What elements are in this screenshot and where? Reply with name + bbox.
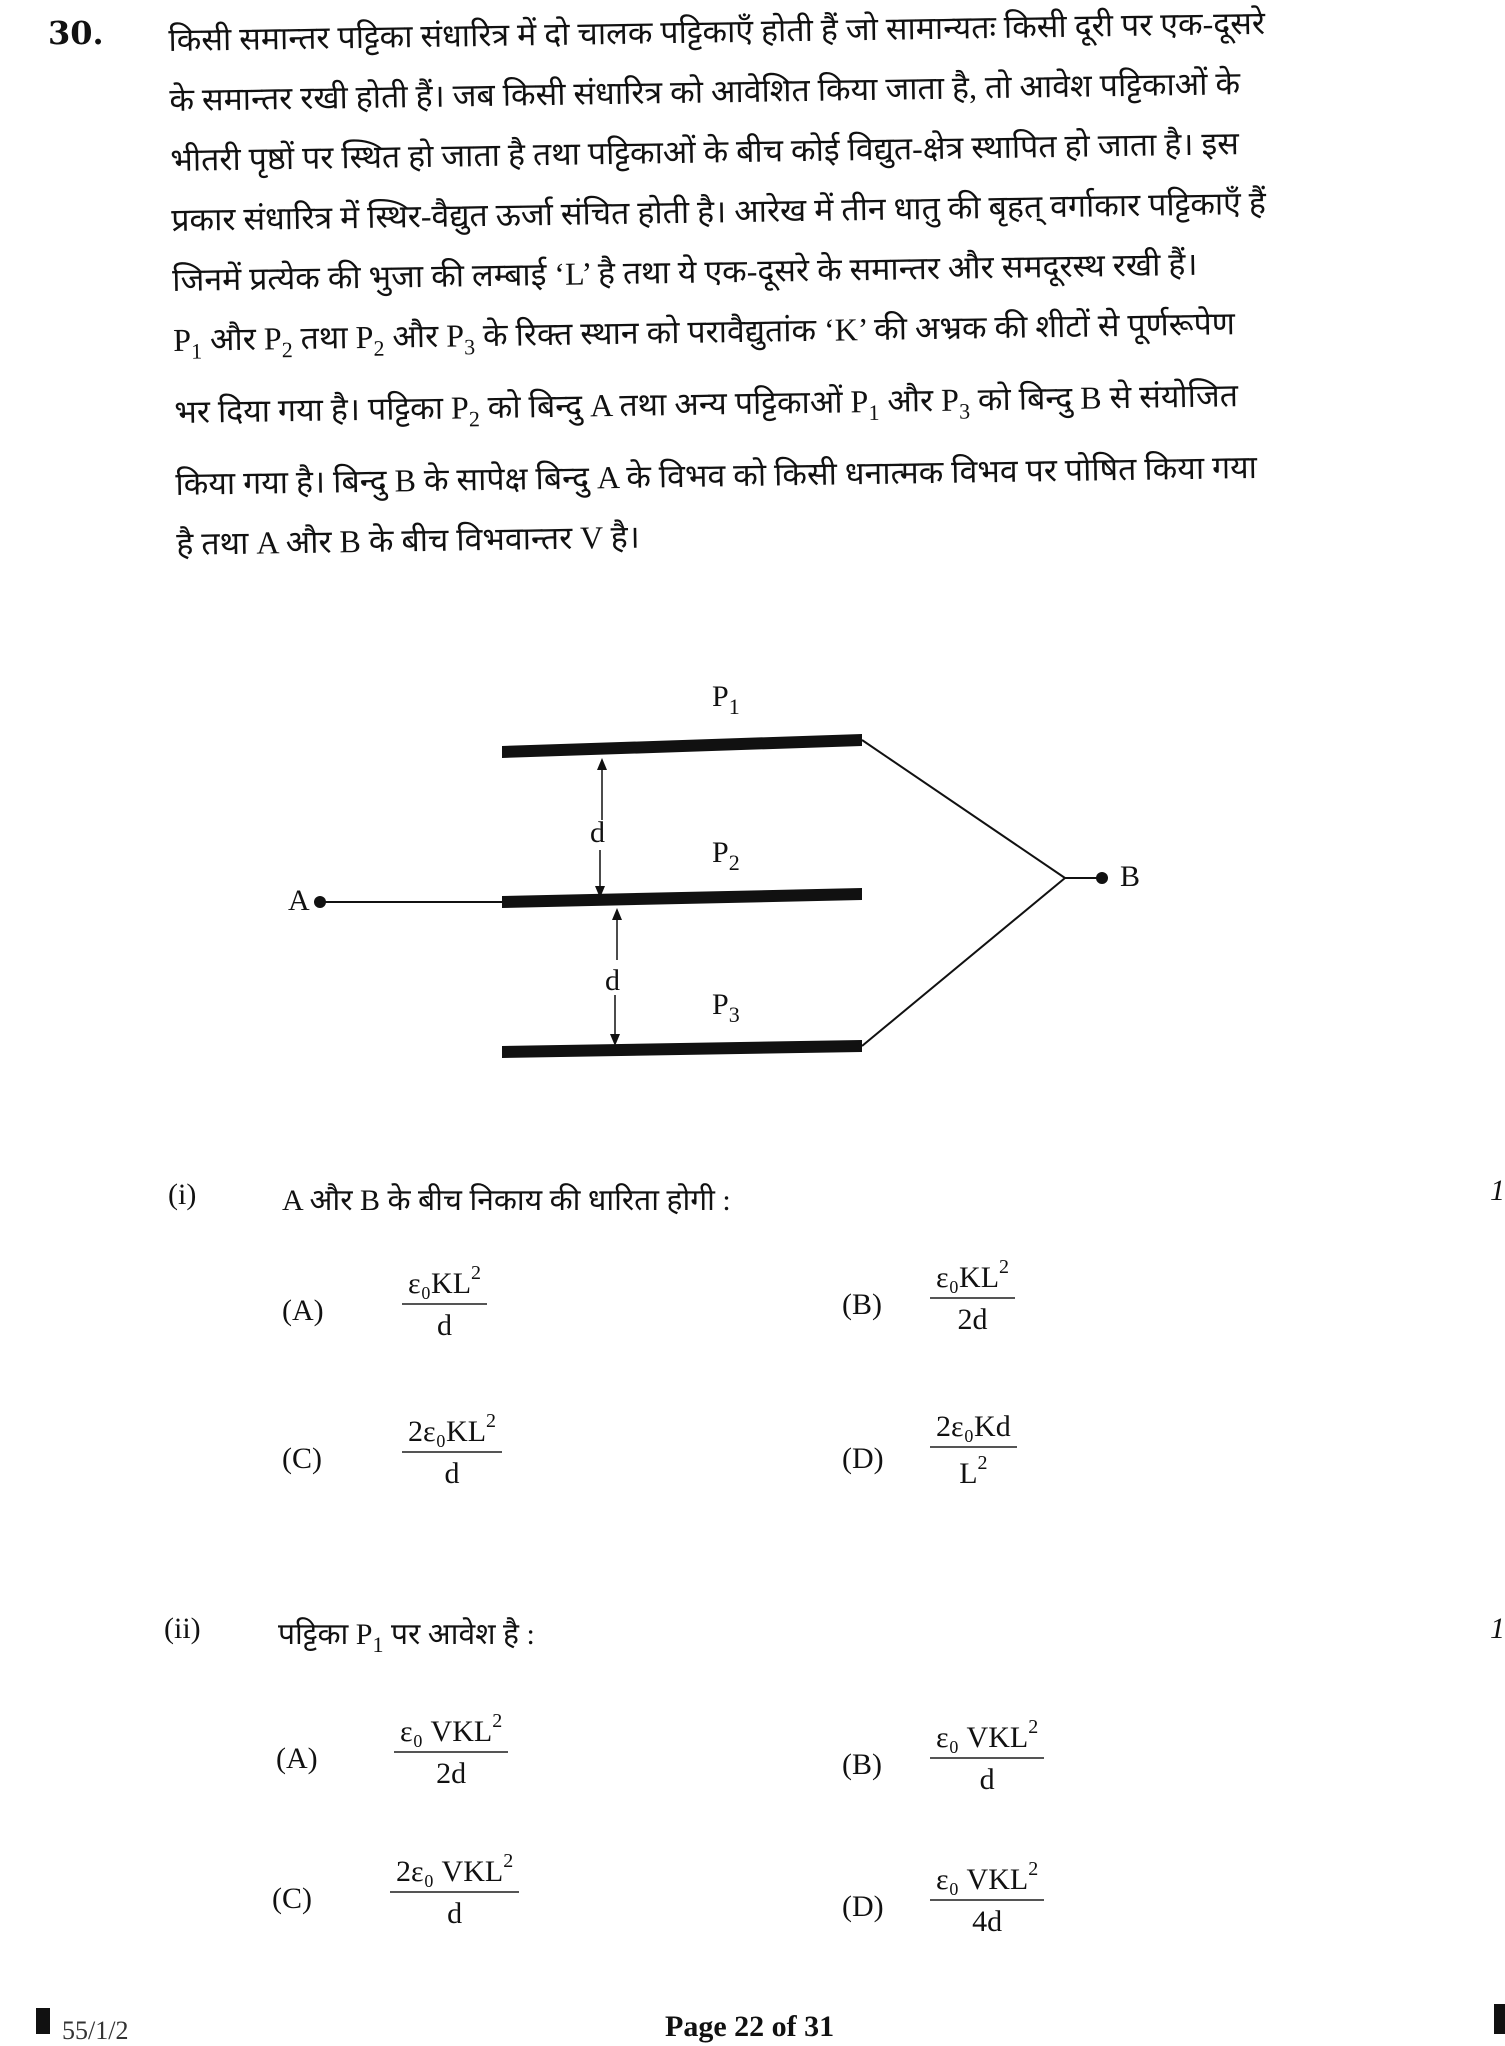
fraction: ε₀ VKL$^2$ 4d: [930, 1858, 1044, 1939]
text: और: [201, 320, 265, 358]
text: तथा: [292, 319, 356, 357]
numerator: 2ε₀ VKL: [396, 1855, 504, 1888]
fraction: 2ε₀ VKL$^2$ d: [390, 1850, 519, 1931]
separation-label-upper: d: [590, 816, 605, 849]
plate-symbol: P: [172, 321, 192, 358]
option-label: (C): [282, 1442, 322, 1475]
plate-symbol: P: [450, 389, 470, 426]
plate-symbol: P: [445, 317, 465, 354]
passage-line: के समान्तर रखी होती हैं। जब किसी संधारित्र को आवेशित किया जाता है, तो आवेश पट्टिकाओं के: [169, 65, 1241, 118]
page-number: Page 22 of 31: [665, 2010, 835, 2043]
numerator: ε₀ VKL: [400, 1715, 493, 1748]
text: और: [384, 317, 447, 355]
option-label: (B): [842, 1748, 882, 1781]
fraction: $\frac{\text{2ε₀Kd}}{L^2}$: [930, 1410, 1017, 1491]
plate-symbol: P: [850, 383, 869, 420]
text: को बिन्दु A तथा अन्य पट्टिकाओं: [479, 383, 851, 426]
subquestion-number: (i): [168, 1178, 197, 1211]
passage-line: प्रकार संधारित्र में स्थिर-वैद्युत ऊर्जा संचित होती है। आरेख में तीन धातु की बृहत् वर्गाकार पट्टिकाएँ हैं: [171, 184, 1267, 238]
plate-p3: [502, 1040, 862, 1058]
option-label: (C): [272, 1882, 312, 1915]
point-a-dot: [314, 896, 326, 908]
capacitor-diagram: [280, 670, 1180, 1090]
option-label: (A): [282, 1294, 324, 1327]
fraction: ε₀ VKL$^2$ d: [930, 1716, 1044, 1797]
denominator: d: [979, 1763, 995, 1796]
question-passage: [168, 0, 1449, 574]
subquestion-2: [164, 1612, 1505, 1657]
subscript: 2: [468, 406, 481, 432]
question-number: 30.: [48, 14, 104, 52]
passage-line: जिनमें प्रत्येक की भुजा की लम्बाई ‘L’ है तथा ये एक-दूसरे के समान्तर और समदूरस्थ रखी हैं।: [171, 245, 1198, 298]
subscript: 2: [281, 337, 293, 363]
plate-p2: [502, 888, 862, 908]
fraction: $\frac{2\varepsilon_0KL^2}{d}$: [402, 1410, 502, 1491]
plate-symbol: P: [355, 318, 374, 356]
denominator: L: [959, 1457, 978, 1490]
plate-p1: [502, 734, 862, 758]
point-a-label: A: [288, 884, 310, 917]
subquestion-1: [168, 1174, 1505, 1218]
denominator: 2d: [436, 1757, 467, 1790]
plate-label-p3: $P_3$: [712, 988, 740, 1027]
subscript: 1: [190, 338, 203, 364]
numerator: 2ε₀Kd: [936, 1410, 1011, 1443]
text: के रिक्त स्थान को परावैद्युतांक ‘K’ की अभ्रक की शीटों से पूर्णरूपेण: [474, 305, 1236, 354]
option-label: (D): [842, 1442, 884, 1475]
option-label: (A): [276, 1742, 318, 1775]
subscript: 1: [868, 399, 880, 426]
numerator: 2ε₀KL: [408, 1415, 487, 1448]
passage-line: भीतरी पृष्ठों पर स्थित हो जाता है तथा पट्टिकाओं के बीच कोई विद्युत-क्षेत्र स्थापित हो जाता है। इस: [170, 125, 1240, 178]
numerator: ε₀KL: [936, 1261, 1000, 1294]
fraction: $\frac{\varepsilon_0KL^2}{2d}$: [930, 1256, 1015, 1337]
denominator: d: [437, 1309, 453, 1342]
passage-line: किया गया है। बिन्दु B के सापेक्ष बिन्दु A के विभव को किसी धनात्मक विभव पर पोषित किया गया: [175, 448, 1258, 502]
fraction: $\frac{\varepsilon_0KL^2}{d}$: [402, 1262, 487, 1343]
subquestion-text: A और B के बीच निकाय की धारिता होगी :: [282, 1184, 731, 1217]
denominator: d: [444, 1457, 460, 1490]
footer-marker-left: [36, 2008, 50, 2034]
point-b-label: B: [1120, 860, 1141, 893]
footer-marker-right: [1494, 2004, 1505, 2034]
subscript: 3: [958, 398, 971, 424]
subscript: 2: [373, 335, 385, 361]
denominator: 2d: [957, 1303, 988, 1336]
numerator: ε₀ VKL: [936, 1863, 1029, 1896]
marks: 1: [1490, 1174, 1505, 1207]
subquestion-text: पट्टिका $P_1$ पर आवेश है :: [278, 1618, 535, 1657]
point-b-dot: [1096, 872, 1108, 884]
option-label: (B): [842, 1288, 882, 1321]
separation-label-lower: d: [605, 964, 620, 997]
paper-code: 55/1/2: [62, 2016, 129, 2045]
fraction: ε₀ VKL$^2$ 2d: [394, 1710, 508, 1791]
passage-line: किसी समान्तर पट्टिका संधारित्र में दो चालक पट्टिकाएँ होती हैं जो सामान्यतः किसी दूरी पर एक-दूसरे: [168, 4, 1266, 58]
passage-line: है तथा A और B के बीच विभवान्तर V है।: [176, 518, 641, 562]
text: को बिन्दु B से संयोजित: [969, 377, 1239, 418]
subscript: 3: [463, 334, 476, 360]
plate-symbol: P: [263, 320, 282, 357]
numerator: ε₀ VKL: [936, 1721, 1029, 1754]
denominator: 4d: [972, 1905, 1003, 1938]
text: भर दिया गया है। पट्टिका: [174, 389, 452, 430]
subquestion-number: (ii): [164, 1612, 201, 1645]
denominator: d: [447, 1897, 463, 1930]
option-label: (D): [842, 1890, 884, 1923]
plate-symbol: P: [940, 381, 960, 418]
marks: 1: [1490, 1612, 1505, 1645]
text: और: [878, 381, 942, 419]
plate-label-p1: $P_1$: [712, 680, 740, 719]
plate-label-p2: $P_2$: [712, 836, 740, 875]
numerator: ε₀KL: [408, 1267, 472, 1300]
